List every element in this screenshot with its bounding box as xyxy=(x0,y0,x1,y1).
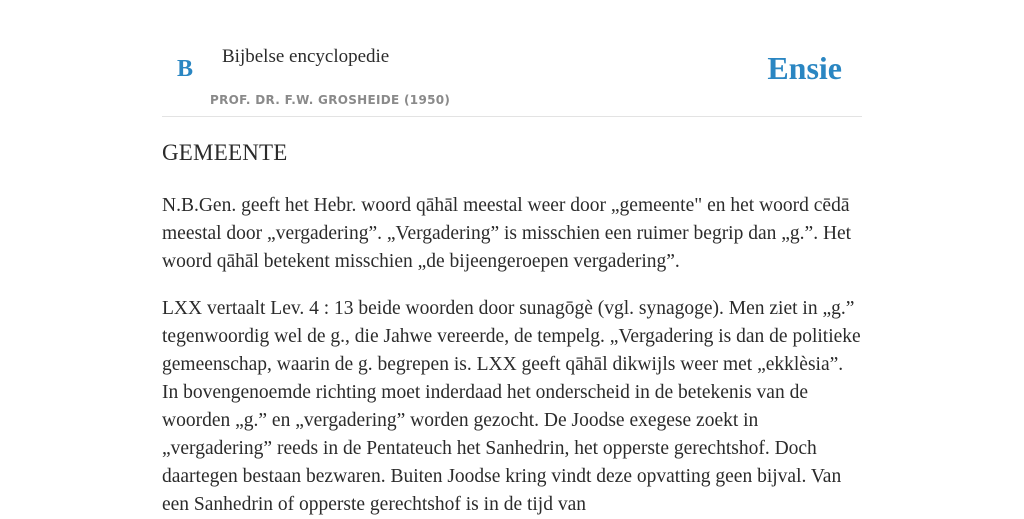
article-paragraph: N.B.Gen. geeft het Hebr. woord qāhāl meestal weer door „gemeente" en het woord cēdā meestal door „vergadering”. „Vergadering” is misschien een ruimer begrip dan „g.”. Het woord qāhāl betekent misschien „de bijeengeroepen vergadering”. xyxy=(162,195,852,272)
article-title: GEMEENTE xyxy=(162,140,288,165)
header xyxy=(162,0,862,117)
encyclopedia-logo[interactable]: B xyxy=(177,56,194,82)
encyclopedia-author: PROF. DR. F.W. GROSHEIDE (1950) xyxy=(210,93,451,107)
page-container xyxy=(162,0,862,515)
article-paragraph: LXX vertaalt Lev. 4 : 13 beide woorden door sunagōgè (vgl. synagoge). Men ziet in „g.” tegenwoordig wel de g., die Jahwe vereerde, de tempelg. „Vergadering is dan de politieke gemeenschap, waarin de g. begrepen is. LXX geeft qāhāl dikwijls weer met „ekklèsia”. In bovengenoemde richting moet inderdaad het onderscheid in de betekenis van de woorden „g.” en „vergadering” worden gezocht. De Joodse exegese zoekt in „vergadering” reeds in de Pentateuch het Sanhedrin, het opperste gerechtshof. Doch daartegen bestaan bezwaren. Buiten Joodse kring vindt deze opvatting geen bijval. Van een Sanhedrin of opperste gerechtshof is in de tijd van xyxy=(162,298,861,515)
encyclopedia-title[interactable]: Bijbelse encyclopedie xyxy=(222,46,390,67)
ensie-logo-link[interactable]: Ensie xyxy=(767,50,842,86)
